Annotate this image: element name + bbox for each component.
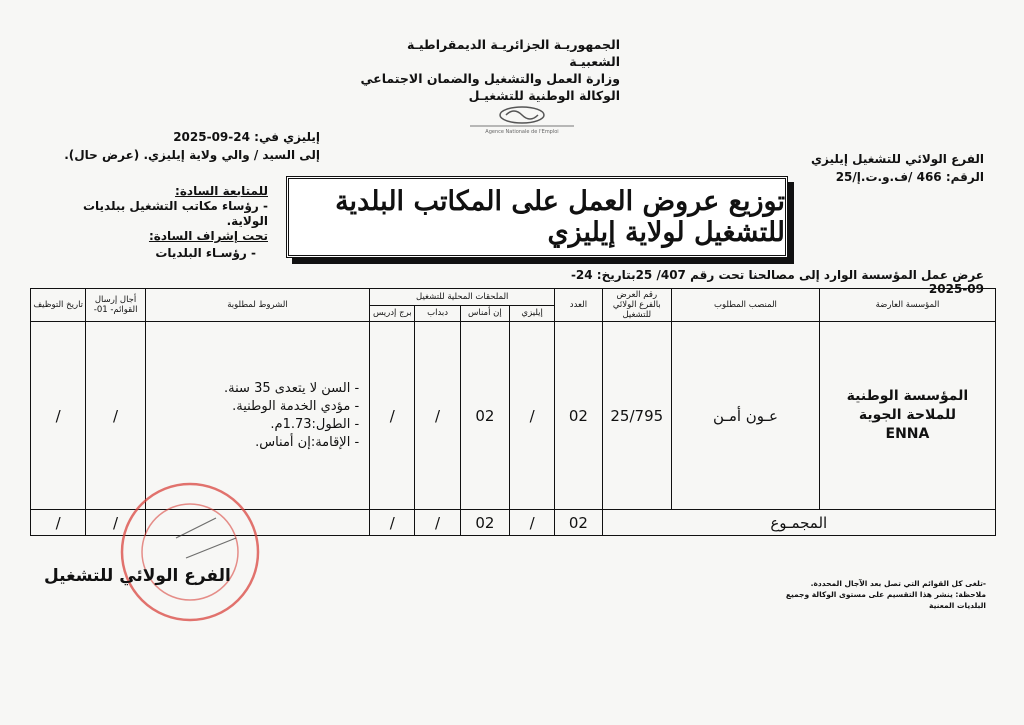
- cell-deadline: /: [86, 322, 145, 510]
- cell-annex-in-amenas: 02: [460, 322, 509, 510]
- col-conditions: الشروط لمطلوبة: [145, 289, 369, 322]
- date-line: إيليزي في: 24-09-2025: [173, 130, 320, 144]
- follow-up-block: [60, 184, 268, 244]
- header-row: [31, 289, 996, 306]
- follow-line-1: - رؤساء مكاتب التشغيل ببلديات الولاية.: [82, 199, 268, 228]
- letterhead: [360, 36, 620, 104]
- total-count: 02: [555, 510, 602, 536]
- agency-line: الوكالة الوطنية للتشغيـل: [468, 88, 620, 103]
- note-deadline: -تلغى كل القوائم التي تصل بعد الآجال المحددة.: [810, 579, 986, 588]
- recipient-line: إلى السيد / والي ولاية إيليزي. (عرض حال).: [64, 148, 320, 162]
- cell-position: عـون أمـن: [672, 322, 820, 510]
- institution-name: المؤسسة الوطنية للملاحة الجوية: [846, 388, 969, 423]
- cell-hire-date: /: [31, 322, 86, 510]
- agency-logo-icon: [462, 104, 582, 136]
- offer-reference-line: عرض عمل المؤسسة الوارد إلى مصالحنا تحت رقم 407/ 25بتاريخ: 24-09-2025: [570, 268, 984, 296]
- follow-line-2: تحت إشراف السادة:: [148, 229, 268, 243]
- total-annex-bordj-idriss: /: [370, 510, 415, 536]
- republic-line: الجمهوريـة الجزائريـة الديمقراطيـة الشعبيـة: [406, 37, 620, 69]
- condition-age: - السن لا يتعدى 35 سنة.: [148, 380, 359, 398]
- mayors-line: - رؤسـاء البلديات: [155, 246, 256, 260]
- col-deadline: أجال إرسال القوائم- 01-: [86, 289, 145, 322]
- date-recipient: [40, 128, 320, 164]
- notes: [760, 578, 986, 611]
- col-position: المنصب المطلوب: [672, 289, 820, 322]
- total-label: المجمـوع: [602, 510, 995, 536]
- col-offer-no: رقم العرض بالفرع الولائي للتشغيل: [602, 289, 671, 322]
- reference-number: [770, 168, 984, 186]
- cell-count: 02: [555, 322, 602, 510]
- col-institution: المؤسسة العارضة: [819, 289, 995, 322]
- total-deadline: /: [86, 510, 145, 536]
- sender-info: [770, 150, 984, 186]
- total-hire-date: /: [31, 510, 86, 536]
- ministry-line: وزارة العمل والتشغيل والضمان الاجتماعي: [360, 71, 620, 86]
- col-annex-in-amenas: إن أمناس: [460, 305, 509, 322]
- total-annex-illizi: /: [510, 510, 555, 536]
- cell-annex-bordj-idriss: /: [370, 322, 415, 510]
- ref-value: 466 /ف.و.ت.إ/25: [835, 170, 942, 184]
- title-text: توزيع عروض العمل على المكاتب البلدية للتشغيل لولاية إيليزي: [335, 186, 785, 248]
- total-annex-debdeb: /: [415, 510, 460, 536]
- note-publish: ملاحظة: ينشر هذا التقسيم على مستوى الوكالة وجميع البلديات المعنية: [785, 590, 986, 610]
- col-annex-illizi: إيليزي: [510, 305, 555, 322]
- total-annex-in-amenas: 02: [460, 510, 509, 536]
- condition-military: - مؤدي الخدمة الوطنية.: [148, 398, 359, 416]
- cell-institution: [819, 322, 995, 510]
- col-annex-debdeb: دبداب: [415, 305, 460, 322]
- cell-offer-no: 25/795: [602, 322, 671, 510]
- branch-signature: الفرع الولائي للتشغيل: [44, 566, 231, 586]
- col-annex-bordj-idriss: برج إدريس: [370, 305, 415, 322]
- ref-label: الرقم:: [945, 170, 984, 184]
- follow-heading: للمتابعة السادة:: [175, 184, 268, 198]
- condition-residence: - الإقامة:إن أمناس.: [148, 434, 359, 452]
- document-title: [286, 176, 788, 258]
- col-count: العدد: [555, 289, 602, 322]
- official-stamp-icon: [116, 478, 264, 626]
- condition-height: - الطول:1.73م.: [148, 416, 359, 434]
- cell-annex-illizi: /: [510, 322, 555, 510]
- logo-caption: Agence Nationale de l'Emploi: [485, 129, 559, 135]
- cell-annex-debdeb: /: [415, 322, 460, 510]
- branch-name: الفرع الولائي للتشغيل إيليزي: [811, 152, 984, 166]
- col-hire-date: تاريخ التوظيف: [31, 289, 86, 322]
- institution-abbr: ENNA: [885, 426, 930, 442]
- col-annexes: الملحقات المحلية للتشغيل: [370, 289, 555, 306]
